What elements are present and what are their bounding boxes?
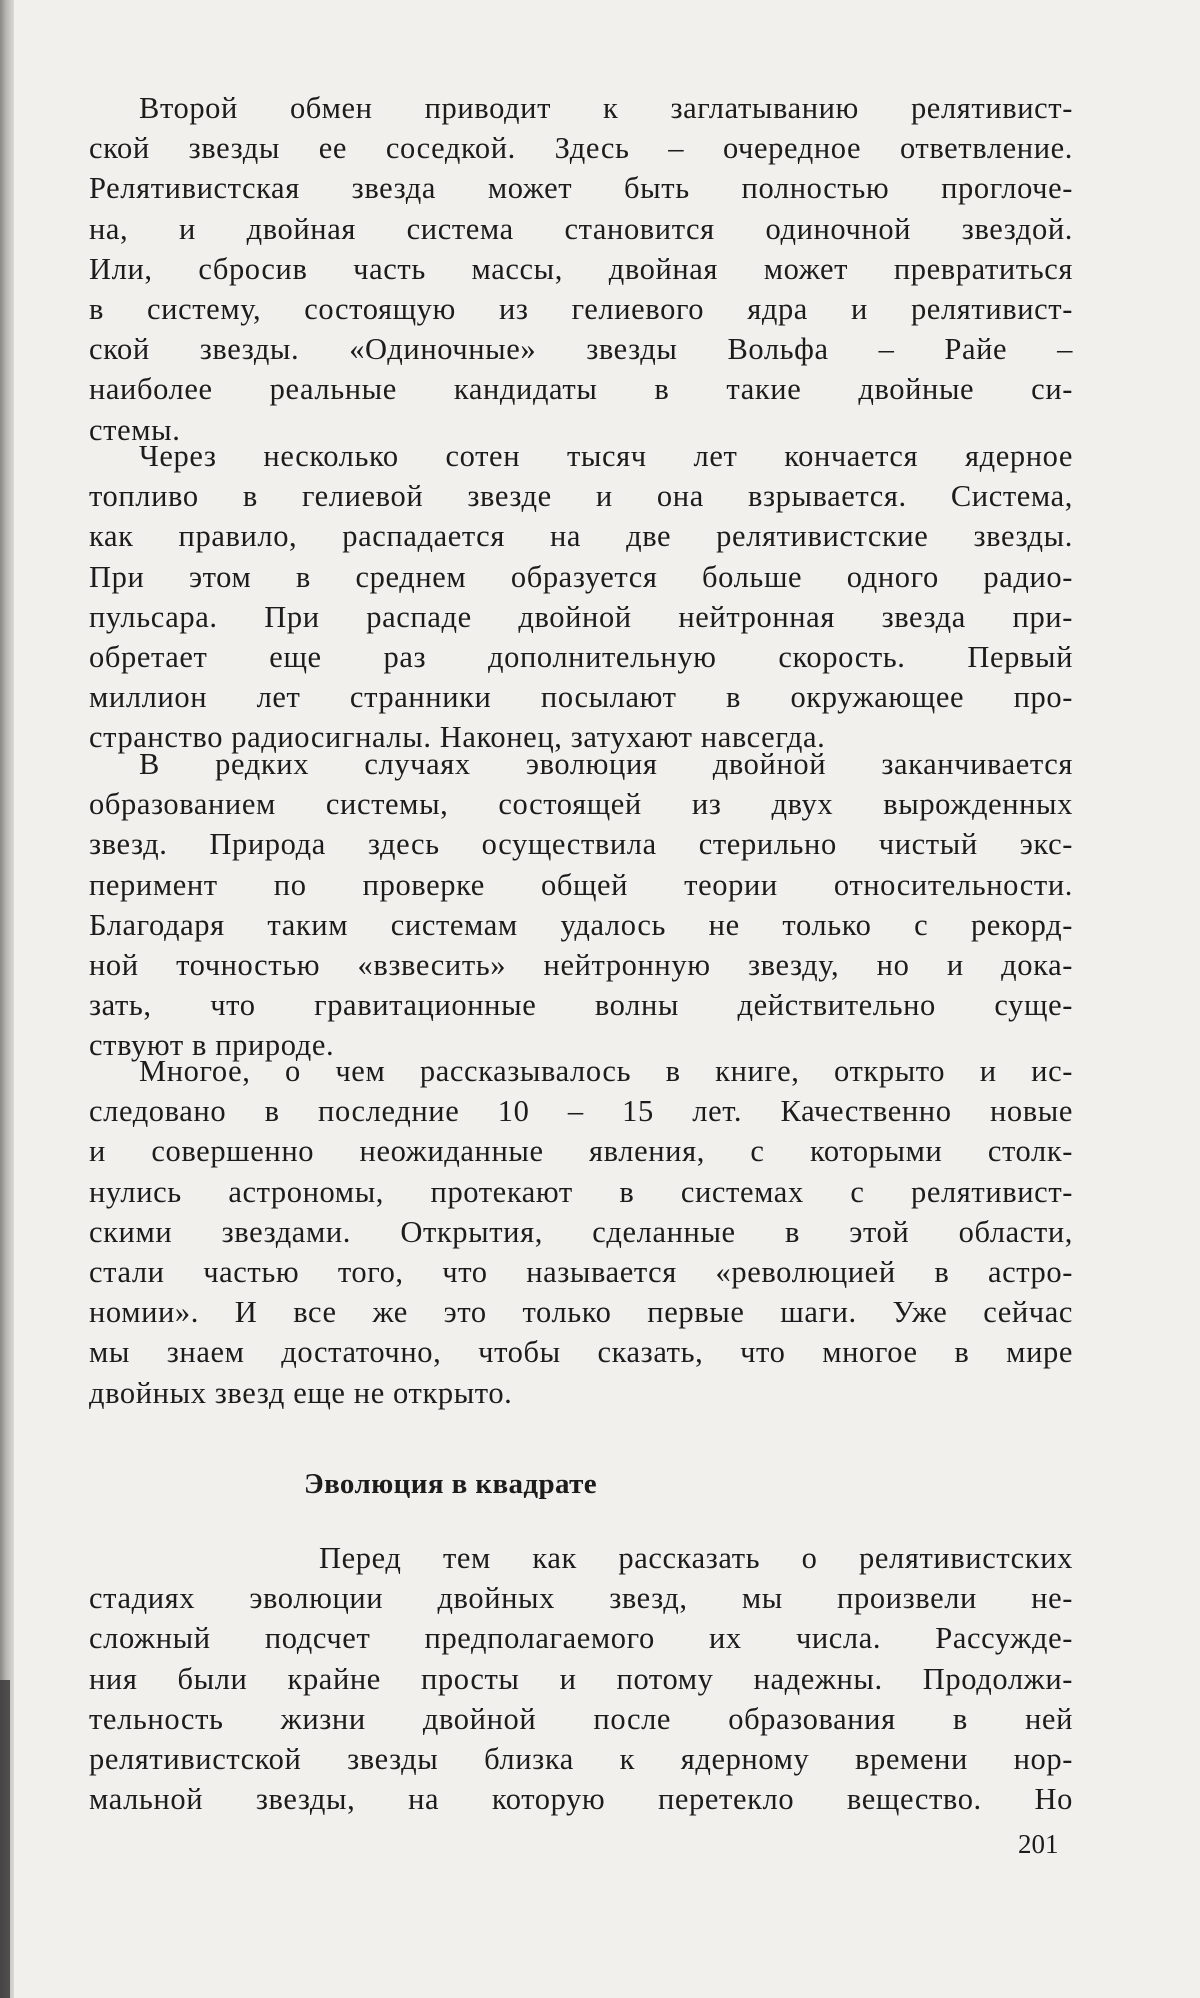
text-line: При этом в среднем образуется больше одного радио- bbox=[89, 559, 1073, 594]
text-line: миллион лет странники посылают в окружающее про- bbox=[89, 680, 1073, 715]
text-line: как правило, распадается на две релятивистские звезды. bbox=[89, 519, 1073, 554]
text-line: Перед тем как рассказать о релятивистских bbox=[319, 1541, 1073, 1575]
text-line: странство радиосигналы. Наконец, затухают навсегда. bbox=[89, 720, 826, 755]
text-line: Релятивистская звезда может быть полностью проглоче- bbox=[89, 171, 1073, 206]
text-line: ской звезды ее соседкой. Здесь – очередное ответвление. bbox=[89, 131, 1073, 166]
text-line: зать, что гравитационные волны действительно суще- bbox=[89, 988, 1073, 1023]
text-line: стали частью того, что называется «революцией в астро- bbox=[89, 1254, 1073, 1289]
text-line: нулись астрономы, протекают в системах с релятивист- bbox=[89, 1174, 1073, 1209]
paragraph-1 bbox=[89, 88, 1073, 450]
text-line: Второй обмен приводит к заглатыванию релятивист- bbox=[139, 91, 1073, 125]
text-line: релятивистской звезды близка к ядерному времени нор- bbox=[89, 1741, 1073, 1776]
text-line: Благодаря таким системам удалось не только с рекорд- bbox=[89, 907, 1073, 942]
text-line: В редких случаях эволюция двойной заканчивается bbox=[139, 747, 1073, 781]
text-line: тельность жизни двойной после образования в ней bbox=[89, 1701, 1073, 1736]
text-line: мальной звезды, на которую перетекло вещество. Но bbox=[89, 1782, 1073, 1817]
text-line: на, и двойная система становится одиночной звездой. bbox=[89, 211, 1073, 246]
page-binding-shadow bbox=[0, 1680, 10, 1998]
text-line: ской звезды. «Одиночные» звезды Вольфа – Райе – bbox=[89, 332, 1073, 367]
text-line: перимент по проверке общей теории относительности. bbox=[89, 867, 1073, 902]
text-line: номии». И все же это только первые шаги. Уже сейчас bbox=[89, 1295, 1073, 1330]
text-line: Или, сбросив часть массы, двойная может превратиться bbox=[89, 251, 1073, 286]
paragraph-5 bbox=[89, 1538, 1073, 1819]
text-line: мы знаем достаточно, чтобы сказать, что многое в мире bbox=[89, 1335, 1073, 1370]
text-line: скими звездами. Открытия, сделанные в этой области, bbox=[89, 1214, 1073, 1249]
text-line: следовано в последние 10 – 15 лет. Качественно новые bbox=[89, 1094, 1073, 1129]
text-line: ния были крайне просты и потому надежны. Продолжи- bbox=[89, 1661, 1073, 1696]
paragraph-2 bbox=[89, 436, 1073, 758]
text-line: стемы. bbox=[89, 412, 181, 447]
text-line: сложный подсчет предполагаемого их числа. Рассужде- bbox=[89, 1621, 1073, 1656]
text-line: образованием системы, состоящей из двух вырожденных bbox=[89, 787, 1073, 822]
book-page bbox=[14, 0, 1200, 1998]
text-line: Через несколько сотен тысяч лет кончается ядерное bbox=[139, 439, 1073, 473]
text-line: стадиях эволюции двойных звезд, мы произвели не- bbox=[89, 1581, 1073, 1616]
text-line: топливо в гелиевой звезде и она взрывается. Система, bbox=[89, 479, 1073, 514]
paragraph-4 bbox=[89, 1051, 1073, 1413]
text-line: и совершенно неожиданные явления, с которыми столк- bbox=[89, 1134, 1073, 1169]
page-number: 201 bbox=[1018, 1829, 1059, 1859]
text-line: ствуют в природе. bbox=[89, 1028, 335, 1063]
text-line: наиболее реальные кандидаты в такие двойные си- bbox=[89, 372, 1073, 407]
text-line: Многое, о чем рассказывалось в книге, открыто и ис- bbox=[139, 1054, 1073, 1088]
text-line: пульсара. При распаде двойной нейтронная звезда при- bbox=[89, 599, 1073, 634]
text-line: обретает еще раз дополнительную скорость. Первый bbox=[89, 639, 1073, 674]
text-line: двойных звезд еще не открыто. bbox=[89, 1375, 513, 1410]
paragraph-3 bbox=[89, 744, 1073, 1066]
section-heading: Эволюция в квадрате bbox=[304, 1468, 598, 1500]
text-line: ной точностью «взвесить» нейтронную звезду, но и дока- bbox=[89, 947, 1073, 982]
text-line: звезд. Природа здесь осуществила стерильно чистый экс- bbox=[89, 827, 1073, 862]
text-line: в систему, состоящую из гелиевого ядра и релятивист- bbox=[89, 291, 1073, 326]
